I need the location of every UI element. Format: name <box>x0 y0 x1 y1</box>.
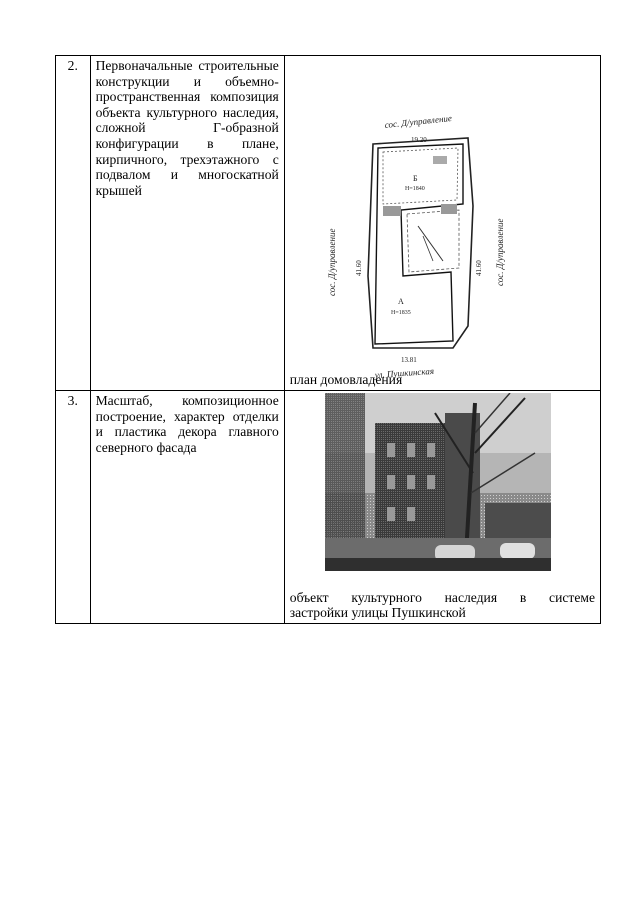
plan-right-dim: 41.60 <box>474 260 483 276</box>
photo-caption-line2: застройки улицы Пушкинской <box>289 605 466 621</box>
plan-left-dim: 41.60 <box>354 260 363 276</box>
plan-letter-b: Б <box>412 174 418 183</box>
row-description: Первоначальные строительные конструкции и объемно-пространственная композиция объекта культурного наследия, сложной Г-образной конфигурации в плане, кирпичного, трехэтажного с подвалом и многоскатной крышей <box>90 56 284 391</box>
plan-cell <box>284 56 600 391</box>
plan-letter-b-note: Н=1840 <box>404 186 425 192</box>
building-photo <box>325 393 551 571</box>
plan-left-label: сос. Д/управление <box>326 228 337 296</box>
plan-bottom-dim: 13.81 <box>400 356 417 364</box>
plan-letter-a: А <box>397 297 404 306</box>
table-row <box>56 391 601 624</box>
row-number: 2. <box>56 56 91 391</box>
plan-top-label: сос. Д/управление <box>383 112 453 130</box>
document-table <box>55 55 601 624</box>
site-plan-drawing <box>313 86 533 386</box>
row-description: Масштаб, композиционное построение, характер отделки и пластика декора главного северного фасада <box>90 391 284 624</box>
photo-caption-line1: объект культурного наследия в системе <box>289 589 595 605</box>
photo-cell <box>284 391 600 624</box>
row-number: 3. <box>56 391 91 624</box>
table-row <box>56 56 601 391</box>
plan-right-label: сос. Д/управление <box>494 218 505 286</box>
plan-bottom-label: ул. Пушкинская <box>374 365 435 380</box>
plan-caption: план домовладения <box>289 372 403 388</box>
photo-caption <box>290 590 595 621</box>
plan-letter-a-note: Н=1835 <box>390 310 411 316</box>
plan-top-dim: 19.20 <box>410 136 427 144</box>
